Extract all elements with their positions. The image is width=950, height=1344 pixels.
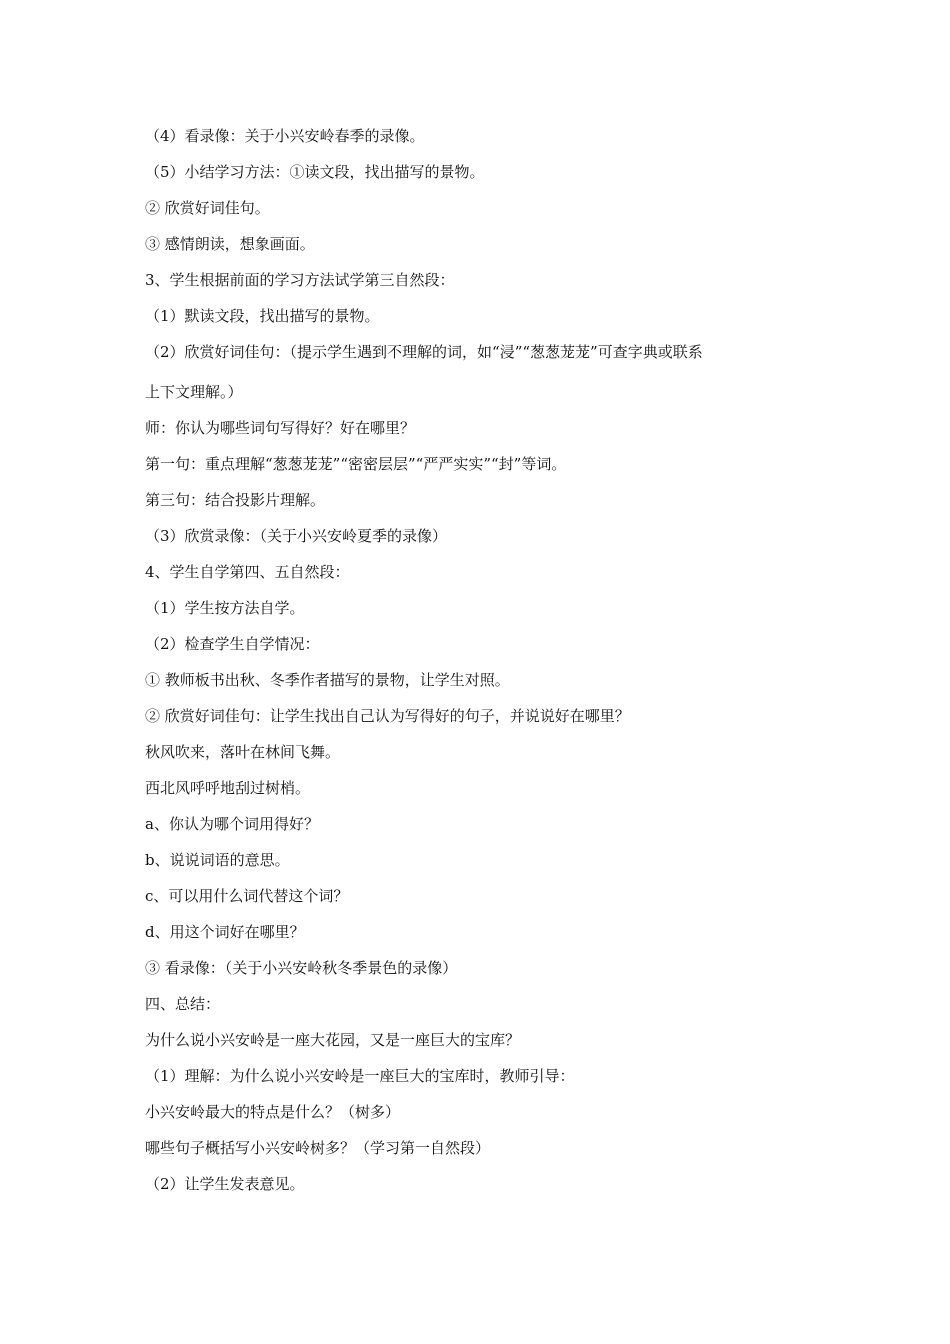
text-line: 西北风呼呼地刮过树梢。 [145,779,311,797]
text-line: （2）让学生发表意见。 [145,1175,305,1193]
text-line: （2）欣赏好词佳句：（提示学生遇到不理解的词，如“浸”“葱葱茏茏”可查字典或联系 [145,343,703,361]
text-line: 上下文理解。） [145,383,243,401]
text-line: （4）看录像：关于小兴安岭春季的录像。 [145,127,425,145]
text-line: 4、学生自学第四、五自然段： [145,563,350,581]
text-line: d、用这个词好在哪里？ [145,923,305,941]
text-line: 第一句：重点理解“葱葱茏茏”“密密层层”“严严实实”“封”等词。 [145,455,567,473]
text-line: ② 欣赏好词佳句：让学生找出自己认为写得好的句子，并说说好在哪里？ [145,707,630,725]
text-line: 第三句：结合投影片理解。 [145,491,326,509]
text-line: （5）小结学习方法：①读文段，找出描写的景物。 [145,163,485,181]
text-line: （1）理解：为什么说小兴安岭是一座巨大的宝库时，教师引导： [145,1067,575,1085]
text-line: 师：你认为哪些词句写得好？好在哪里？ [145,419,416,437]
text-line: 3、学生根据前面的学习方法试学第三自然段： [145,271,455,289]
text-line: c、可以用什么词代替这个词？ [145,887,349,905]
text-line: 小兴安岭最大的特点是什么？（树多） [145,1103,401,1121]
text-line: ② 欣赏好词佳句。 [145,199,270,217]
text-line: （3）欣赏录像：（关于小兴安岭夏季的录像） [145,527,448,545]
text-line: ① 教师板书出秋、冬季作者描写的景物，让学生对照。 [145,671,510,689]
text-line: ③ 感情朗读，想象画面。 [145,235,315,253]
text-line: 为什么说小兴安岭是一座大花园，又是一座巨大的宝库？ [145,1031,521,1049]
text-line: 哪些句子概括写小兴安岭树多？（学习第一自然段） [145,1139,491,1157]
text-line: 四、总结： [145,995,221,1013]
text-line: b、说说词语的意思。 [145,851,290,869]
text-line: a、你认为哪个词用得好？ [145,815,319,833]
text-line: 秋风吹来，落叶在林间飞舞。 [145,743,341,761]
text-line: （1）学生按方法自学。 [145,599,305,617]
text-line: （2）检查学生自学情况： [145,635,320,653]
text-line: （1）默读文段，找出描写的景物。 [145,307,380,325]
text-line: ③ 看录像：（关于小兴安岭秋冬季景色的录像） [145,959,458,977]
